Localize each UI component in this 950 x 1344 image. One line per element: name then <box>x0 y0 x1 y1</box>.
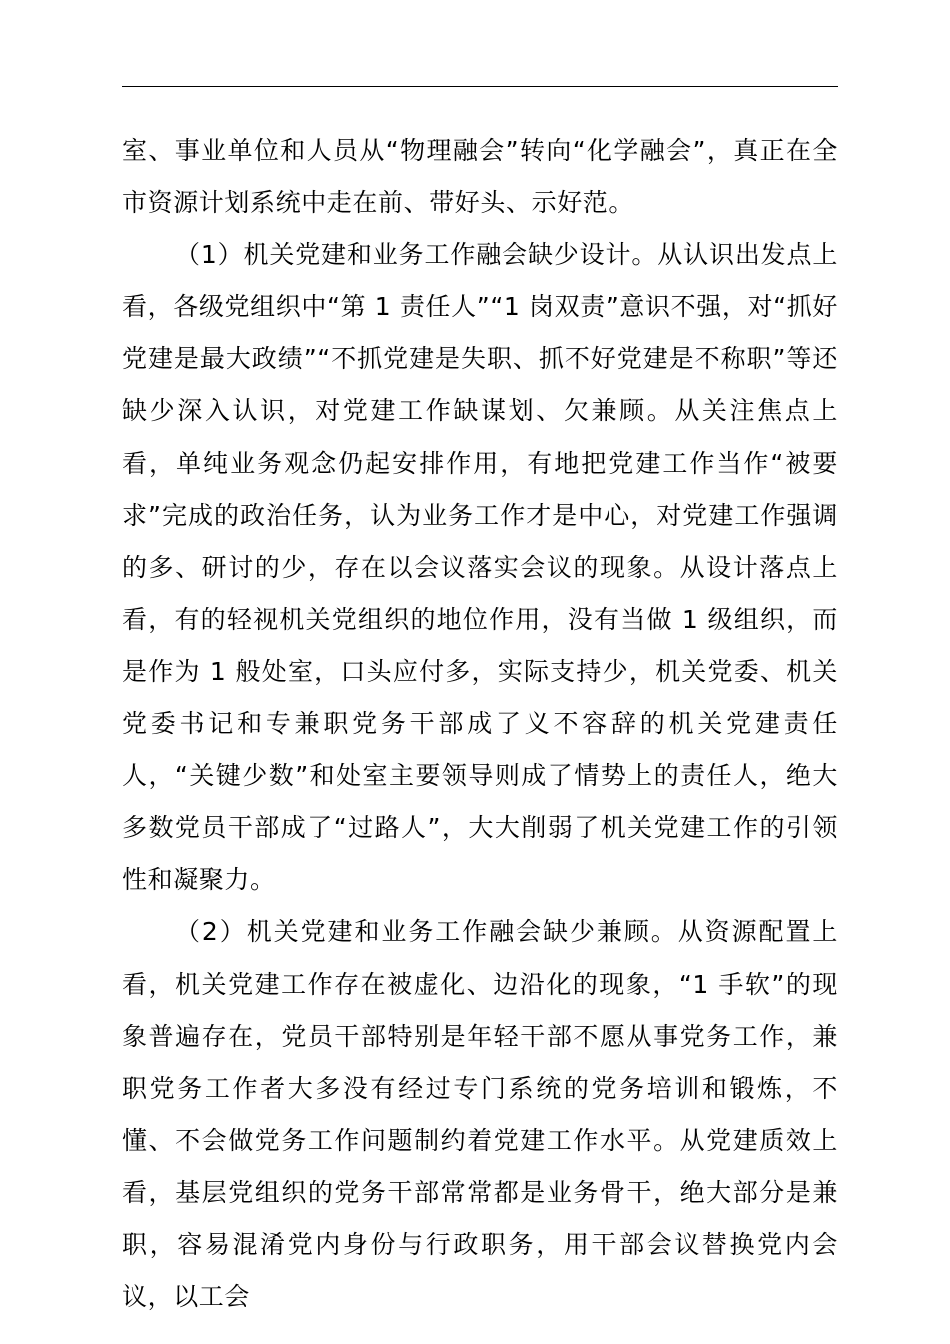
paragraph-section-2: （2）机关党建和业务工作融会缺少兼顾。从资源配置上看，机关党建工作存在被虚化、边沿化的现象，“1 手软”的现象普遍存在，党员干部特别是年轻干部不愿从事党务工作，兼职党务工作者大多没有经过专门系统的党务培训和锻炼，不懂、不会做党务工作问题制约着党建工作水平。从党建质效上看，基层党组织的党务干部常常都是业务骨干，绝大部分是兼职，容易混淆党内身份与行政职务，用干部会议替换党内会议，以工会 <box>122 917 838 1312</box>
header-rule <box>122 86 838 87</box>
paragraph-continuation: 室、事业单位和人员从“物理融会”转向“化学融会”，真正在全市资源计划系统中走在前、带好头、示好范。 <box>122 136 838 218</box>
document-body <box>122 125 838 1323</box>
paragraph-section-1: （1）机关党建和业务工作融会缺少设计。从认识出发点上看，各级党组织中“第 1 责任人”“1 岗双责”意识不强，对“抓好党建是最大政绩”“不抓党建是失职、抓不好党建是不称职”等还缺少深入认识，对党建工作缺谋划、欠兼顾。从关注焦点上看，单纯业务观念仍起安排作用，有地把党建工作当作“被要求”完成的政治任务，认为业务工作才是中心，对党建工作强调的多、研讨的少，存在以会议落实会议的现象。从设计落点上看，有的轻视机关党组织的地位作用，没有当做 1 级组织，而是作为 1 般处室，口头应付多，实际支持少，机关党委、机关党委书记和专兼职党务干部成了义不容辞的机关党建责任人，“关键少数”和处室主要领导则成了情势上的责任人，绝大多数党员干部成了“过路人”，大大削弱了机关党建工作的引领性和凝聚力。 <box>122 240 838 895</box>
